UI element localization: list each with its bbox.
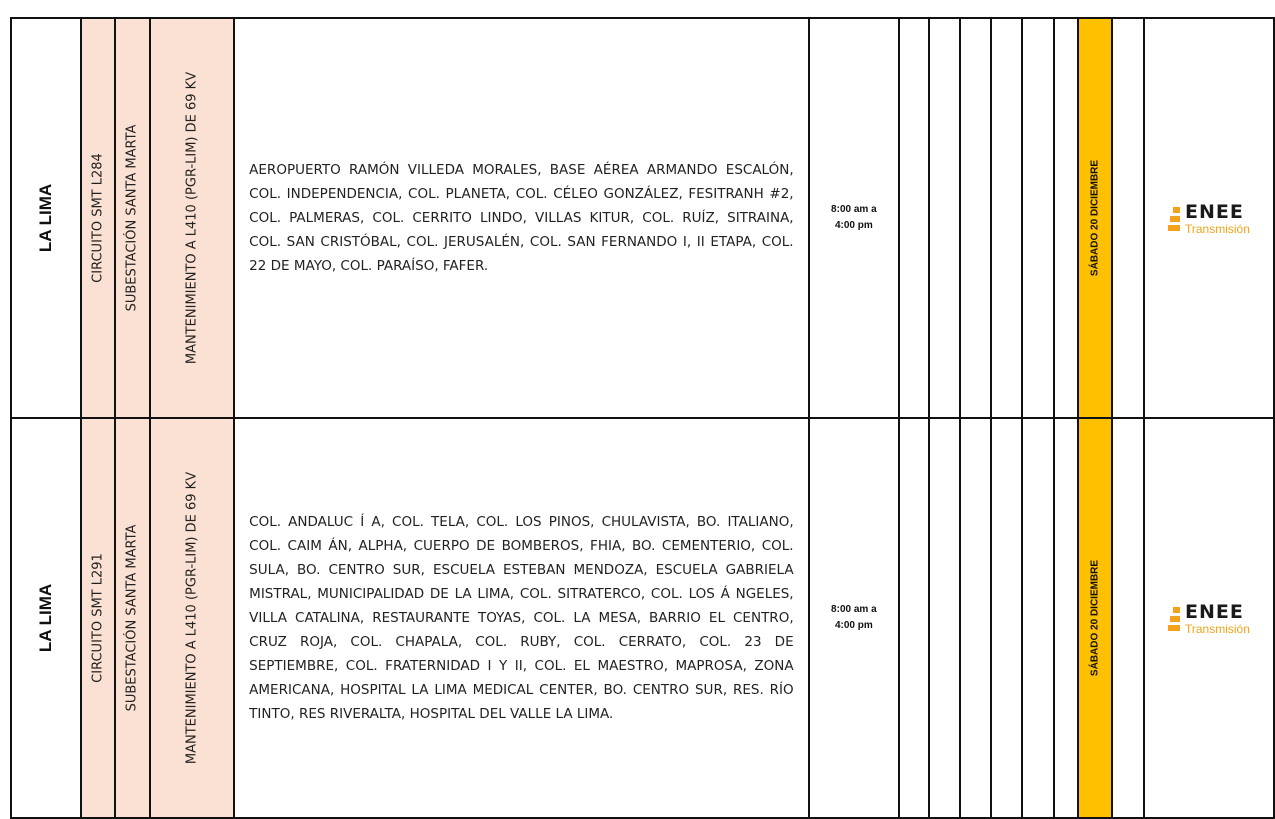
date-cell — [1078, 418, 1111, 818]
time-end: 4:00 pm — [834, 220, 873, 231]
logo-subtitle: Transmisión — [1185, 222, 1250, 236]
empty-cell — [1054, 18, 1078, 418]
time-cell — [809, 18, 899, 418]
date-cell — [1078, 18, 1111, 418]
empty-cell — [1112, 18, 1144, 418]
enee-logo-icon — [1168, 207, 1180, 231]
empty-cell — [1022, 418, 1053, 818]
time-end: 4:00 pm — [834, 620, 873, 631]
outage-schedule-table — [10, 17, 1275, 819]
logo-cell — [1144, 418, 1274, 818]
logo-name: ENEE — [1185, 601, 1244, 623]
city-label: LA LIMA — [36, 583, 56, 653]
logo-name: ENEE — [1185, 201, 1244, 223]
enee-logo — [1168, 602, 1250, 636]
enee-logo — [1168, 202, 1250, 236]
city-label: LA LIMA — [36, 183, 56, 253]
empty-cell — [929, 418, 959, 818]
empty-cell — [929, 18, 959, 418]
empty-cell — [991, 418, 1022, 818]
date-label: SÁBADO 20 DICIEMBRE — [1089, 159, 1101, 277]
affected-areas-cell — [234, 418, 808, 818]
affected-areas-text: AEROPUERTO RAMÓN VILLEDA MORALES, BASE AÉREA ARMANDO ESCALÓN, COL. INDEPENDENCIA, COL. PLANETA, COL. CÉLEO GONZÁLEZ, FESITRANH #2, COL. PALMERAS, COL. CERRITO LINDO, VILLAS KITUR, COL. RUÍZ, SITRAINA, COL. SAN CRISTÓBAL, COL. JERUSALÉN, COL. SAN FERNANDO I, II ETAPA, COL. 22 DE MAYO, COL. PARAÍSO, FAFER. — [249, 162, 794, 274]
circuit-cell — [81, 418, 114, 818]
circuit-label: CIRCUITO SMT L291 — [90, 553, 106, 683]
logo-cell — [1144, 18, 1274, 418]
empty-cell — [1054, 418, 1078, 818]
affected-areas-text: COL. ANDALUC Í A, COL. TELA, COL. LOS PINOS, CHULAVISTA, BO. ITALIANO, COL. CAIM ÁN, ALPHA, CUERPO DE BOMBEROS, FHIA, BO. CEMENTERIO, COL. SULA, BO. CENTRO SUR, ESCUELA ESTEBAN MENDOZA, ESCUELA GABRIELA MISTRAL, MUNICIPALIDAD DE LA LIMA, COL. SITRATERCO, COL. LOS Á NGELES, VILLA CATALINA, RESTAURANTE TOYAS, COL. LA MESA, BARRIO EL CENTRO, CRUZ ROJA, COL. CHAPALA, COL. RUBY, COL. CERRATO, COL. 23 DE SEPTIEMBRE, COL. FRATERNIDAD I Y II, COL. EL MAESTRO, MAPROSA, ZONA AMERICANA, HOSPITAL LA LIMA MEDICAL CENTER, BO. CENTRO SUR, RES. RÍO TINTO, RES RIVERALTA, HOSPITAL DEL VALLE LA LIMA. — [249, 514, 794, 722]
empty-cell — [991, 18, 1022, 418]
affected-areas-cell — [234, 18, 808, 418]
empty-cell — [899, 18, 929, 418]
date-label: SÁBADO 20 DICIEMBRE — [1089, 559, 1101, 677]
time-start: 8:00 am a — [831, 604, 877, 615]
time-cell — [809, 418, 899, 818]
substation-cell — [115, 18, 150, 418]
circuit-label: CIRCUITO SMT L284 — [90, 153, 106, 283]
table-row — [11, 18, 1274, 418]
city-cell — [11, 418, 81, 818]
empty-cell — [1112, 418, 1144, 818]
empty-cell — [960, 18, 991, 418]
substation-label: SUBESTACIÓN SANTA MARTA — [124, 524, 140, 712]
logo-subtitle: Transmisión — [1185, 622, 1250, 636]
city-cell — [11, 18, 81, 418]
work-cell — [150, 418, 234, 818]
circuit-cell — [81, 18, 114, 418]
work-label: MANTENIMIENTO A L410 (PGR-LIM) DE 69 KV — [184, 71, 200, 365]
empty-cell — [1022, 18, 1053, 418]
substation-label: SUBESTACIÓN SANTA MARTA — [124, 124, 140, 312]
table-row — [11, 418, 1274, 818]
empty-cell — [960, 418, 991, 818]
substation-cell — [115, 418, 150, 818]
time-start: 8:00 am a — [831, 204, 877, 215]
enee-logo-icon — [1168, 607, 1180, 631]
empty-cell — [899, 418, 929, 818]
work-cell — [150, 18, 234, 418]
work-label: MANTENIMIENTO A L410 (PGR-LIM) DE 69 KV — [184, 471, 200, 765]
